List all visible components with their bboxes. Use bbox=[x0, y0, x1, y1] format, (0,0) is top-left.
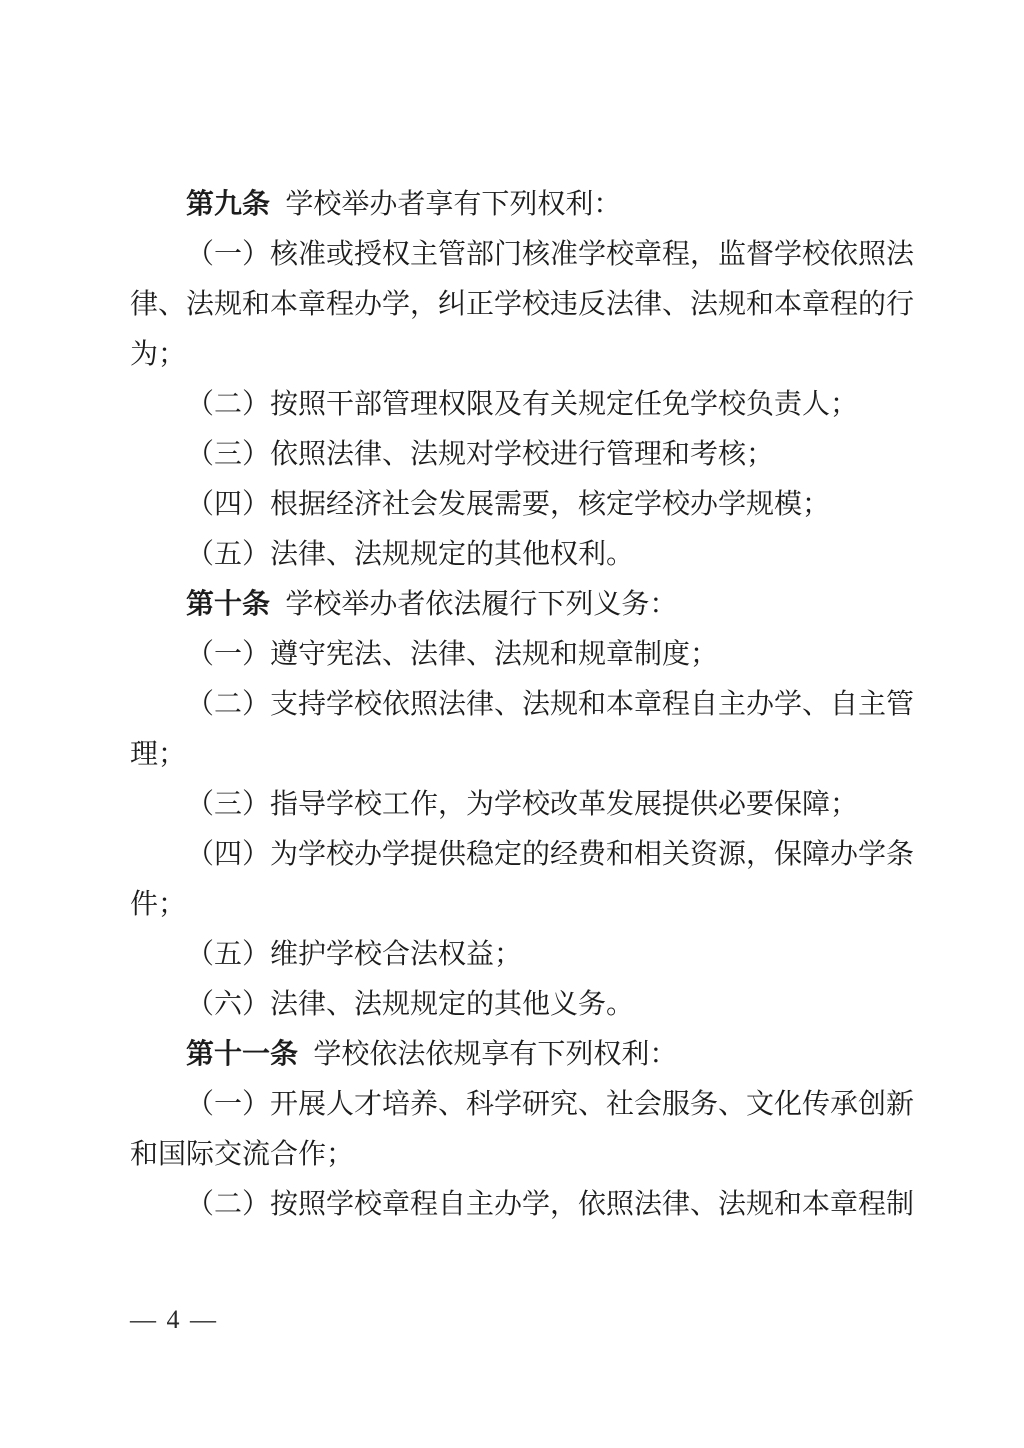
article-10-item-2: （二）支持学校依照法律、法规和本章程自主办学、自主管理； bbox=[130, 689, 915, 770]
article-9-heading-line bbox=[130, 180, 914, 230]
article-11-item-2-truncated: （二）按照学校章程自主办学，依照法律、法规和本章程制 bbox=[186, 1189, 915, 1220]
article-9-item-4: （四）根据经济社会发展需要，核定学校办学规模； bbox=[186, 489, 831, 520]
article-11-heading-line bbox=[130, 1030, 914, 1080]
page-number-footer: — 4 — bbox=[130, 1305, 218, 1334]
article-9-item-2: （二）按照干部管理权限及有关规定任免学校负责人； bbox=[186, 389, 859, 420]
article-9-intro: 学校举办者享有下列权利： bbox=[285, 189, 622, 220]
article-10-item-4: （四）为学校办学提供稳定的经费和相关资源，保障办学条件； bbox=[130, 839, 915, 920]
article-10-heading-line bbox=[130, 580, 914, 630]
article-10-intro: 学校举办者依法履行下列义务： bbox=[285, 589, 678, 620]
article-10-item-5: （五）维护学校合法权益； bbox=[186, 939, 523, 970]
article-11-intro: 学校依法依规享有下列权利： bbox=[313, 1039, 678, 1070]
article-9-number: 第九条 bbox=[186, 189, 271, 220]
article-10-number: 第十条 bbox=[186, 589, 271, 620]
article-10-item-3: （三）指导学校工作，为学校改革发展提供必要保障； bbox=[186, 789, 859, 820]
article-11-item-1: （一）开展人才培养、科学研究、社会服务、文化传承创新和国际交流合作； bbox=[130, 1089, 915, 1170]
article-9-item-1: （一）核准或授权主管部门核准学校章程，监督学校依照法律、法规和本章程办学，纠正学校违反法律、法规和本章程的行为； bbox=[130, 239, 915, 370]
document-body bbox=[130, 180, 914, 1230]
article-9-item-3: （三）依照法律、法规对学校进行管理和考核； bbox=[186, 439, 775, 470]
article-10-item-6: （六）法律、法规规定的其他义务。 bbox=[186, 989, 635, 1020]
article-11-number: 第十一条 bbox=[186, 1039, 299, 1070]
article-10-item-1: （一）遵守宪法、法律、法规和规章制度； bbox=[186, 639, 719, 670]
article-9-item-5: （五）法律、法规规定的其他权利。 bbox=[186, 539, 635, 570]
